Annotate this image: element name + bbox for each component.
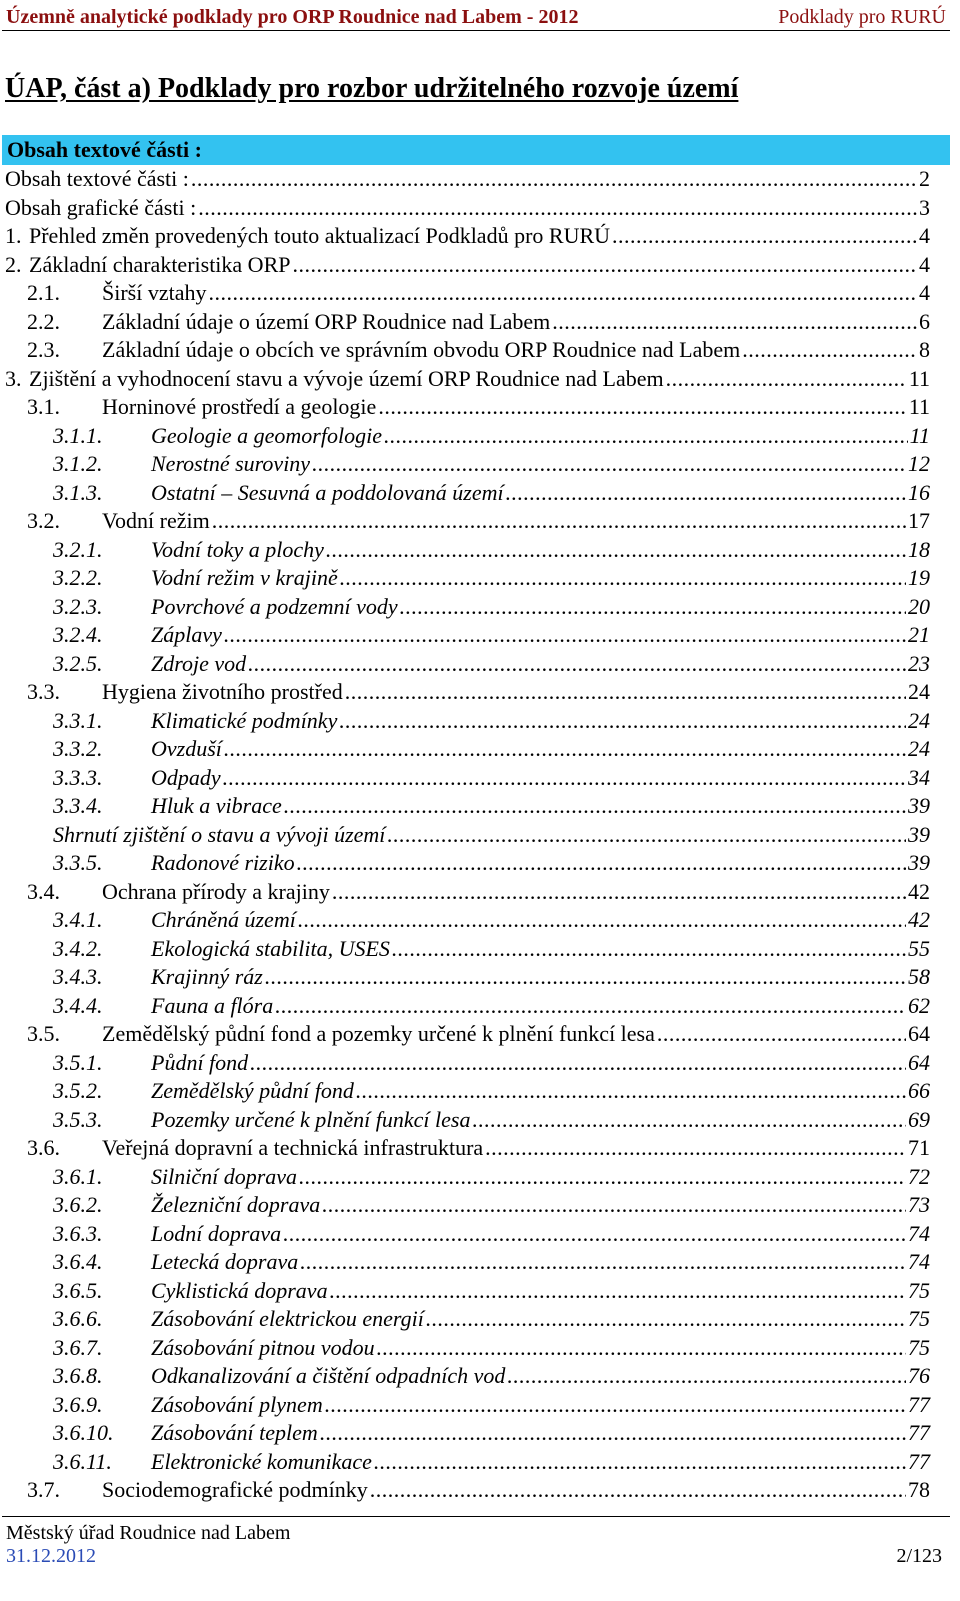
- toc-entry-page: 77: [908, 1420, 930, 1445]
- toc-entry-number: 3.5.: [27, 1021, 60, 1046]
- toc-dot-leader: [612, 222, 917, 250]
- toc-entry-label: Shrnutí zjištění o stavu a vývoji území: [53, 821, 386, 847]
- toc-entry-page: 11: [908, 365, 930, 391]
- toc-entry-page: 12: [908, 451, 930, 476]
- toc-entry[interactable]: [0, 1077, 960, 1106]
- toc-entry-page: 42: [908, 907, 930, 932]
- toc-dot-leader: [265, 963, 906, 991]
- toc-entry-label: Lodní doprava: [151, 1220, 282, 1246]
- toc-entry-number: 3.6.1.: [53, 1163, 103, 1189]
- toc-dot-leader: [224, 735, 906, 763]
- toc-dot-leader: [370, 1476, 906, 1504]
- toc-entry-page: 71: [908, 1135, 930, 1160]
- toc-entry-label: Krajinný ráz: [151, 964, 263, 989]
- toc-entry-label: Geologie a geomorfologie: [151, 422, 382, 448]
- toc-entry-number: 3.6.4.: [53, 1249, 103, 1274]
- toc-entry-label: Železniční doprava: [151, 1192, 321, 1217]
- toc-entry-page: 66: [908, 1078, 930, 1103]
- toc-entry[interactable]: [0, 479, 960, 508]
- toc-dot-leader: [300, 1248, 906, 1276]
- toc-dot-leader: [552, 308, 917, 336]
- toc-entry-page: 6: [919, 308, 930, 334]
- toc-dot-leader: [224, 621, 906, 649]
- footer-date: 31.12.2012: [6, 1545, 96, 1567]
- toc-entry-page: 4: [919, 223, 930, 248]
- toc-entry-label: Klimatické podmínky: [151, 707, 338, 733]
- toc-entry-page: 69: [908, 1106, 930, 1132]
- toc-entry-page: 75: [908, 1306, 930, 1331]
- toc-entry-label: Letecká doprava: [151, 1249, 299, 1274]
- toc-entry-label: Obsah textové části :: [5, 166, 189, 191]
- toc-dot-leader: [384, 422, 908, 450]
- toc-entry-number: 3.2.4.: [53, 622, 103, 647]
- toc-entry-page: 4: [919, 251, 930, 277]
- toc-entry-label: Ostatní – Sesuvná a poddolovaná území: [151, 479, 504, 505]
- toc-entry[interactable]: [0, 1020, 960, 1049]
- toc-entry-label: Hluk a vibrace: [151, 793, 282, 818]
- toc-entry[interactable]: [0, 165, 960, 194]
- table-of-contents: [0, 165, 960, 1505]
- toc-heading-bar: [2, 135, 950, 165]
- toc-entry-number: 3.2.: [27, 508, 60, 533]
- toc-entry-number: 3.2.3.: [53, 593, 103, 619]
- toc-entry-page: 18: [908, 536, 930, 562]
- toc-entry-page: 72: [908, 1163, 930, 1189]
- toc-entry-number: 3.4.4.: [53, 992, 103, 1018]
- toc-dot-leader: [472, 1106, 906, 1134]
- toc-entry-page: 39: [908, 850, 930, 875]
- toc-dot-leader: [378, 393, 907, 421]
- toc-entry-number: 3.1.3.: [53, 479, 103, 505]
- toc-entry-page: 64: [908, 1021, 930, 1046]
- toc-dot-leader: [283, 1220, 906, 1248]
- toc-entry[interactable]: [0, 1220, 960, 1249]
- toc-entry-label: Ovzduší: [151, 736, 222, 761]
- toc-entry[interactable]: [0, 593, 960, 622]
- toc-entry-label: Sociodemografické podmínky: [102, 1477, 368, 1502]
- toc-dot-leader: [377, 1334, 906, 1362]
- toc-entry-page: 74: [908, 1220, 930, 1246]
- toc-entry-number: 3.3.2.: [53, 736, 103, 761]
- toc-entry-page: 24: [908, 736, 930, 761]
- toc-entry-page: 74: [908, 1249, 930, 1274]
- toc-entry-page: 34: [908, 764, 930, 790]
- toc-entry[interactable]: [0, 1334, 960, 1363]
- toc-dot-leader: [356, 1077, 906, 1105]
- toc-entry-number: 3.5.3.: [53, 1106, 103, 1132]
- toc-entry-number: 3.1.: [27, 394, 60, 419]
- footer-office: Městský úřad Roudnice nad Labem: [6, 1522, 291, 1544]
- toc-entry-number: 3.4.1.: [53, 907, 103, 932]
- toc-entry-number: 3.5.2.: [53, 1078, 103, 1103]
- toc-entry[interactable]: [0, 1362, 960, 1391]
- toc-entry-page: 21: [908, 622, 930, 647]
- toc-entry[interactable]: [0, 992, 960, 1021]
- toc-entry[interactable]: [0, 564, 960, 593]
- toc-entry[interactable]: [0, 821, 960, 850]
- toc-entry[interactable]: [0, 450, 960, 479]
- toc-entry[interactable]: [0, 1163, 960, 1192]
- toc-entry[interactable]: [0, 764, 960, 793]
- toc-entry-page: 77: [908, 1448, 930, 1474]
- toc-entry-number: 3.2.2.: [53, 565, 103, 590]
- toc-entry-label: Hygiena životního prostřed: [102, 679, 343, 704]
- toc-dot-leader: [209, 279, 918, 307]
- toc-dot-leader: [506, 479, 906, 507]
- toc-entry[interactable]: [0, 1248, 960, 1277]
- toc-heading: Obsah textové části :: [7, 137, 202, 162]
- toc-entry[interactable]: [0, 650, 960, 679]
- toc-entry-number: 2.: [5, 251, 22, 277]
- toc-dot-leader: [320, 1419, 906, 1447]
- toc-entry-page: 58: [908, 964, 930, 989]
- toc-entry-number: 3.6.: [27, 1135, 60, 1160]
- toc-entry-number: 3.7.: [27, 1477, 60, 1502]
- toc-entry-number: 3.: [5, 365, 22, 391]
- toc-entry-number: 3.5.1.: [53, 1049, 103, 1075]
- toc-entry-label: Pozemky určené k plnění funkcí lesa: [151, 1106, 471, 1132]
- toc-entry-number: 3.6.11.: [53, 1448, 112, 1474]
- toc-entry-number: 3.3.4.: [53, 793, 103, 818]
- toc-dot-leader: [299, 1163, 906, 1191]
- toc-dot-leader: [332, 878, 906, 906]
- toc-entry-page: 42: [908, 878, 930, 904]
- toc-dot-leader: [198, 194, 917, 222]
- toc-entry[interactable]: [0, 935, 960, 964]
- toc-dot-leader: [507, 1362, 906, 1390]
- toc-entry-page: 77: [908, 1391, 930, 1417]
- toc-dot-leader: [742, 336, 917, 364]
- toc-entry-label: Záplavy: [151, 622, 222, 647]
- header-document-title: Územně analytické podklady pro ORP Roudnice nad Labem - 2012: [6, 6, 579, 28]
- toc-dot-leader: [345, 678, 906, 706]
- toc-entry-page: 17: [908, 508, 930, 533]
- toc-entry-number: 2.2.: [27, 308, 60, 334]
- toc-entry-page: 73: [908, 1192, 930, 1217]
- toc-entry-label: Odkanalizování a čištění odpadních vod: [151, 1363, 506, 1388]
- toc-entry[interactable]: [0, 194, 960, 223]
- toc-entry[interactable]: [0, 878, 960, 907]
- toc-entry-number: 3.3.3.: [53, 764, 103, 790]
- toc-entry[interactable]: [0, 279, 960, 308]
- toc-entry-number: 1.: [5, 223, 22, 248]
- toc-entry[interactable]: [0, 1049, 960, 1078]
- toc-entry[interactable]: [0, 422, 960, 451]
- toc-entry-label: Veřejná dopravní a technická infrastruktura: [102, 1135, 484, 1160]
- toc-dot-leader: [322, 1191, 906, 1219]
- toc-entry-label: Zemědělský půdní fond: [151, 1078, 354, 1103]
- footer-page-number: 2/123: [896, 1545, 942, 1567]
- toc-entry-label: Silniční doprava: [151, 1163, 298, 1189]
- toc-entry-page: 39: [908, 821, 930, 847]
- toc-entry-page: 64: [908, 1049, 930, 1075]
- toc-dot-leader: [374, 1448, 906, 1476]
- toc-entry-number: 3.2.5.: [53, 650, 103, 676]
- toc-entry-label: Půdní fond: [151, 1049, 249, 1075]
- toc-entry-label: Nerostné suroviny: [151, 451, 311, 476]
- toc-entry-label: Zásobování plynem: [151, 1391, 323, 1417]
- toc-entry-number: 3.4.3.: [53, 964, 103, 989]
- toc-entry-label: Zásobování elektrickou energií: [151, 1306, 424, 1331]
- toc-entry-label: Základní údaje o území ORP Roudnice nad Labem: [102, 308, 551, 334]
- toc-entry[interactable]: [0, 792, 960, 821]
- toc-dot-leader: [340, 564, 906, 592]
- toc-entry[interactable]: [0, 1277, 960, 1306]
- toc-entry-page: 76: [908, 1363, 930, 1388]
- toc-entry-number: 3.6.7.: [53, 1334, 103, 1360]
- toc-entry-label: Vodní toky a plochy: [151, 536, 324, 562]
- toc-entry-number: 3.4.2.: [53, 935, 103, 961]
- toc-entry-page: 11: [908, 394, 930, 419]
- toc-entry-number: 3.3.: [27, 679, 60, 704]
- toc-entry-page: 78: [908, 1477, 930, 1502]
- toc-entry-number: 3.6.6.: [53, 1306, 103, 1331]
- toc-dot-leader: [325, 1391, 906, 1419]
- toc-dot-leader: [298, 906, 906, 934]
- toc-entry[interactable]: [0, 849, 960, 878]
- toc-entry[interactable]: [0, 393, 960, 422]
- toc-entry[interactable]: [0, 251, 960, 280]
- toc-entry-page: 62: [908, 992, 930, 1018]
- toc-entry[interactable]: [0, 1305, 960, 1334]
- toc-entry[interactable]: [0, 507, 960, 536]
- toc-entry[interactable]: [0, 1106, 960, 1135]
- toc-dot-leader: [400, 593, 906, 621]
- toc-entry-number: 3.3.5.: [53, 850, 103, 875]
- toc-entry-label: Zásobování pitnou vodou: [151, 1334, 375, 1360]
- toc-dot-leader: [330, 1277, 906, 1305]
- toc-entry-page: 11: [909, 422, 930, 448]
- toc-entry-label: Chráněná území: [151, 907, 296, 932]
- toc-entry-label: Širší vztahy: [102, 280, 207, 305]
- toc-entry-page: 16: [908, 479, 930, 505]
- toc-entry-page: 23: [908, 650, 930, 676]
- toc-entry-number: 3.6.5.: [53, 1277, 103, 1303]
- toc-entry-page: 8: [919, 337, 930, 362]
- toc-entry-label: Radonové riziko: [151, 850, 295, 875]
- toc-entry-number: 3.6.9.: [53, 1391, 103, 1417]
- toc-entry-label: Ekologická stabilita, USES: [151, 935, 390, 961]
- toc-entry-page: 19: [908, 565, 930, 590]
- toc-entry[interactable]: [0, 1134, 960, 1163]
- toc-entry[interactable]: [0, 536, 960, 565]
- toc-entry-page: 24: [908, 679, 930, 704]
- toc-entry[interactable]: [0, 1391, 960, 1420]
- toc-entry-page: 4: [919, 280, 930, 305]
- toc-entry[interactable]: [0, 621, 960, 650]
- toc-dot-leader: [250, 1049, 906, 1077]
- toc-entry[interactable]: [0, 308, 960, 337]
- toc-entry-label: Přehled změn provedených touto aktualizací Podkladů pro RURÚ: [29, 223, 611, 248]
- toc-entry-page: 3: [919, 194, 930, 220]
- toc-dot-leader: [339, 707, 906, 735]
- toc-entry-page: 20: [908, 593, 930, 619]
- toc-dot-leader: [297, 849, 906, 877]
- toc-entry-number: 3.4.: [27, 878, 60, 904]
- toc-dot-leader: [275, 992, 906, 1020]
- toc-entry[interactable]: [0, 336, 960, 365]
- toc-entry-label: Ochrana přírody a krajiny: [102, 878, 330, 904]
- toc-entry[interactable]: [0, 1191, 960, 1220]
- header-section-title: Podklady pro RURÚ: [778, 6, 946, 28]
- toc-dot-leader: [248, 650, 906, 678]
- toc-entry-label: Vodní režim: [102, 508, 210, 533]
- toc-entry-number: 3.6.8.: [53, 1363, 103, 1388]
- toc-entry-number: 3.6.2.: [53, 1192, 103, 1217]
- toc-dot-leader: [666, 365, 907, 393]
- toc-entry[interactable]: [0, 365, 960, 394]
- toc-entry-page: 55: [908, 935, 930, 961]
- toc-entry-label: Horninové prostředí a geologie: [102, 394, 377, 419]
- toc-entry[interactable]: [0, 906, 960, 935]
- toc-entry-number: 3.3.1.: [53, 707, 103, 733]
- toc-entry-label: Vodní režim v krajině: [151, 565, 338, 590]
- toc-dot-leader: [485, 1134, 906, 1162]
- toc-entry-page: 24: [908, 707, 930, 733]
- toc-entry-number: 3.2.1.: [53, 536, 103, 562]
- toc-dot-leader: [312, 450, 906, 478]
- toc-entry-label: Základní údaje o obcích ve správním obvodu ORP Roudnice nad Labem: [102, 337, 741, 362]
- page-footer: [2, 1516, 950, 1567]
- toc-entry-page: 75: [908, 1334, 930, 1360]
- toc-entry-label: Obsah grafické části :: [5, 194, 197, 220]
- toc-entry-label: Zemědělský půdní fond a pozemky určené k plnění funkcí lesa: [102, 1021, 655, 1046]
- toc-entry-number: 3.1.1.: [53, 422, 103, 448]
- toc-entry[interactable]: [0, 735, 960, 764]
- toc-entry-page: 39: [908, 793, 930, 818]
- toc-entry-number: 2.1.: [27, 280, 60, 305]
- toc-entry[interactable]: [0, 707, 960, 736]
- toc-entry[interactable]: [0, 963, 960, 992]
- page-header: [2, 4, 950, 31]
- toc-entry[interactable]: [0, 1448, 960, 1477]
- toc-entry-label: Elektronické komunikace: [151, 1448, 372, 1474]
- toc-entry-label: Fauna a flóra: [151, 992, 274, 1018]
- toc-entry[interactable]: [0, 678, 960, 707]
- toc-entry[interactable]: [0, 1476, 960, 1505]
- toc-entry[interactable]: [0, 1419, 960, 1448]
- toc-dot-leader: [212, 507, 906, 535]
- toc-entry-number: 3.6.3.: [53, 1220, 103, 1246]
- toc-entry-label: Cyklistická doprava: [151, 1277, 328, 1303]
- toc-entry-page: 75: [908, 1277, 930, 1303]
- toc-dot-leader: [284, 792, 906, 820]
- toc-dot-leader: [292, 251, 917, 279]
- toc-dot-leader: [426, 1305, 906, 1333]
- toc-entry-number: 3.1.2.: [53, 451, 103, 476]
- toc-entry-label: Zdroje vod: [151, 650, 247, 676]
- toc-entry-label: Základní charakteristika ORP: [29, 251, 291, 277]
- toc-dot-leader: [326, 536, 906, 564]
- toc-dot-leader: [223, 764, 906, 792]
- toc-dot-leader: [191, 165, 917, 193]
- toc-dot-leader: [392, 935, 906, 963]
- toc-entry-label: Odpady: [151, 764, 221, 790]
- toc-entry-number: 3.6.10.: [53, 1420, 114, 1445]
- toc-entry-label: Zjištění a vyhodnocení stavu a vývoje území ORP Roudnice nad Labem: [29, 365, 664, 391]
- toc-dot-leader: [387, 821, 906, 849]
- toc-entry-page: 2: [919, 166, 930, 191]
- toc-entry-label: Zásobování teplem: [151, 1420, 318, 1445]
- toc-entry-label: Povrchové a podzemní vody: [151, 593, 398, 619]
- page-title: ÚAP, část a) Podklady pro rozbor udržitelného rozvoje území: [5, 73, 739, 104]
- toc-entry-number: 2.3.: [27, 337, 60, 362]
- toc-entry[interactable]: [0, 222, 960, 251]
- toc-dot-leader: [657, 1020, 906, 1048]
